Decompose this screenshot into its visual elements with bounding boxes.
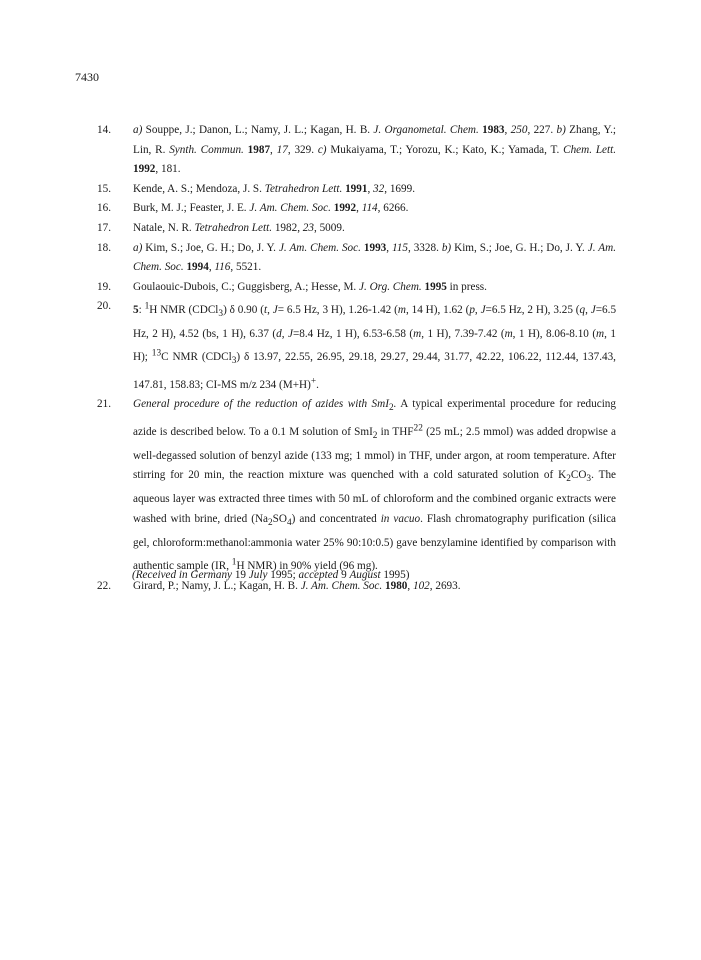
reference-item: [97, 199, 616, 219]
reference-text: General procedure of the reduction of azides with SmI$_2$. A typical experimental procedure for reducing azide is described below. To a 0.1 M solution of SmI$_2$ in THF$^{22}$ (25 mL; 2.5 mmol) was added dropwise a well-degassed solution of benzyl azide (133 mg; 1 mmol) in THF, under argon, at room temperature. After stirring for 20 min, the reaction mixture was quenched with a cold saturated solution of $K_2CO_3$. The aqueous layer was extracted three times with 50 mL of chloroform and the combined organic extracts were washed with brine, dried $(Na_2SO_4)$ and concentrated in vacuo. Flash chromatography purification (silica gel, chloroform:methanol:ammonia water 25% 90:10:0.5) gave benzylamine identified by comparison with authentic sample (IR, $^1$H NMR) in 90% yield (96 mg).: [133, 398, 616, 572]
reference-number: 15.: [97, 182, 111, 195]
reference-text: Girard, P.; Namy, J. L.; Kagan, H. B. J. Am. Chem. Soc. 1980, 102, 2693.: [133, 579, 461, 592]
reference-number: 22.: [97, 579, 111, 592]
reference-item: [97, 297, 616, 395]
reference-list: [97, 121, 616, 596]
reference-number: 16.: [97, 202, 111, 215]
reference-text: 5: $^1$H NMR (CDCl$_3$) δ 0.90 (t, J= 6.5 Hz, 3 H), 1.26-1.42 (m, 14 H), 1.62 (p, J=6.5 Hz, 2 H), 3.25 (q, J=6.5 Hz, 2 H), 4.52 (bs, 1 H), 6.37 (d, J=8.4 Hz, 1 H), 6.53-6.58 (m, 1 H), 7.39-7.42 (m, 1 H), 8.06-8.10 (m, 1 H); $^{13}$C NMR (CDCl$_3$) δ 13.97, 22.55, 26.95, 29.18, 29.27, 29.44, 31.77, 42.22, 106.22, 112.44, 137.43, 147.81, 158.83; CI-MS m/z 234 (M+H)+.: [133, 301, 617, 391]
reference-number: 14.: [97, 124, 111, 136]
reference-text: Burk, M. J.; Feaster, J. E. J. Am. Chem. Soc. 1992, 114, 6266.: [133, 202, 409, 215]
reference-text: Goulaouic-Dubois, C.; Guggisberg, A.; Hesse, M. J. Org. Chem. 1995 in press.: [133, 280, 487, 293]
reference-item: [97, 239, 616, 278]
reference-number: 19.: [97, 280, 111, 293]
received-note: (Received in Germany 19 July 1995; accepted 9 August 1995): [132, 569, 410, 581]
reference-text: Kende, A. S.; Mendoza, J. S. Tetrahedron Lett. 1991, 32, 1699.: [133, 182, 415, 195]
reference-number: 21.: [97, 398, 111, 411]
reference-item: [97, 278, 616, 298]
reference-item: [97, 219, 616, 239]
reference-number: 20.: [97, 300, 111, 313]
reference-item: [97, 180, 616, 200]
reference-text: Natale, N. R. Tetrahedron Lett. 1982, 23, 5009.: [133, 221, 345, 234]
reference-item: [97, 121, 616, 180]
reference-number: 18.: [97, 241, 111, 254]
reference-text: a) Kim, S.; Joe, G. H.; Do, J. Y. J. Am. Chem. Soc. 1993, 115, 3328. b) Kim, S.; Joe, G. H.; Do, J. Y. J. Am. Chem. Soc. 1994, 116, 5521.: [133, 241, 616, 274]
page-number: 7430: [75, 70, 99, 84]
reference-item: [97, 395, 616, 576]
reference-number: 17.: [97, 221, 111, 234]
reference-text: a) Souppe, J.; Danon, L.; Namy, J. L.; Kagan, H. B. J. Organometal. Chem. 1983, 250, 227. b) Zhang, Y.; Lin, R. Synth. Commun. 1987, 17, 329. c) Mukaiyama, T.; Yorozu, K.; Kato, K.; Yamada, T. Chem. Lett. 1992, 181.: [133, 124, 617, 176]
